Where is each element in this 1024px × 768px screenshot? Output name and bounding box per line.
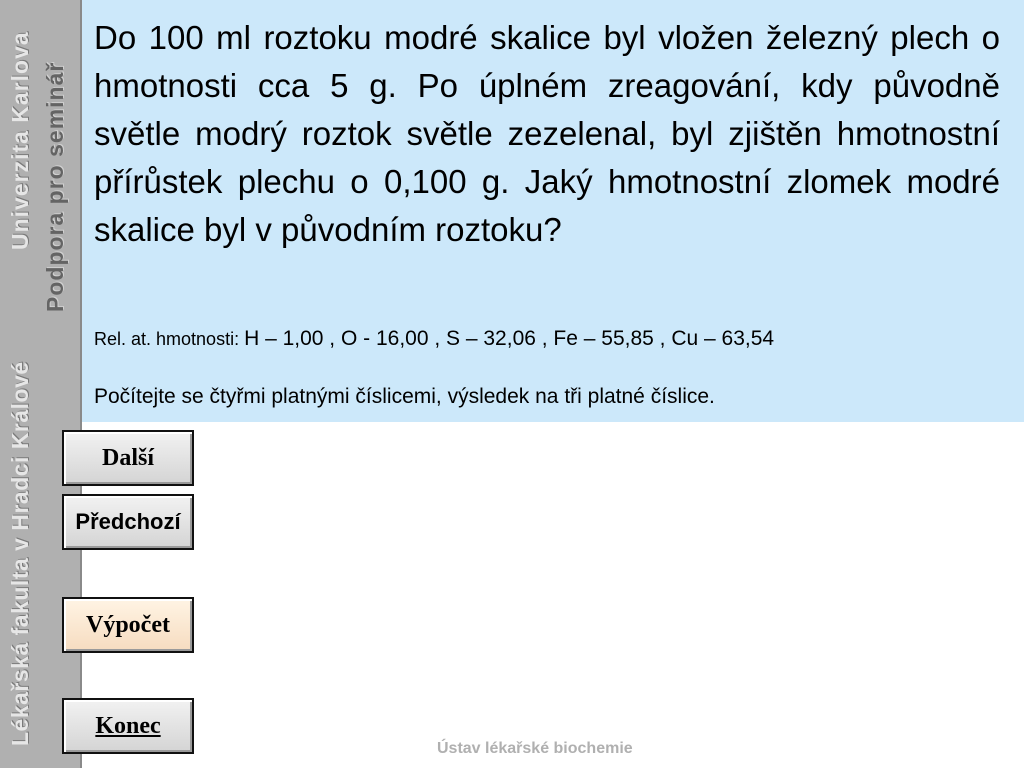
- faculty-label: Lékařská fakulta v Hradci Králové: [7, 361, 33, 746]
- rel-values: H – 1,00 , O - 16,00 , S – 32,06 , Fe – 55,85 , Cu – 63,54: [244, 327, 775, 350]
- next-button[interactable]: Další: [62, 430, 194, 486]
- calculation-button[interactable]: Výpočet: [62, 597, 194, 653]
- rel-label: Rel. at. hmotnosti:: [94, 329, 245, 349]
- question-text: Do 100 ml roztoku modré skalice byl vložen železný plech o hmotnosti cca 5 g. Po úplném zreagování, kdy původně světle modrý roztok světle zezelenal, byl zjištěn hmotnostní přírůstek plechu o 0,100 g. Jaký hmotnostní zlomek modré skalice byl v původním roztoku?: [94, 19, 1000, 248]
- end-button[interactable]: Konec: [62, 698, 194, 754]
- question-panel: [82, 0, 1024, 422]
- instruction-text: Počítejte se čtyřmi platnými číslicemi, výsledek na tři platné číslice.: [94, 385, 715, 408]
- relative-atomic-masses: [94, 327, 774, 351]
- footer-department: Ústav lékařské biochemie: [437, 740, 633, 757]
- support-label: Podpora pro seminář: [42, 61, 68, 312]
- previous-button[interactable]: Předchozí: [62, 494, 194, 550]
- university-label: Univerzita Karlova: [7, 31, 33, 250]
